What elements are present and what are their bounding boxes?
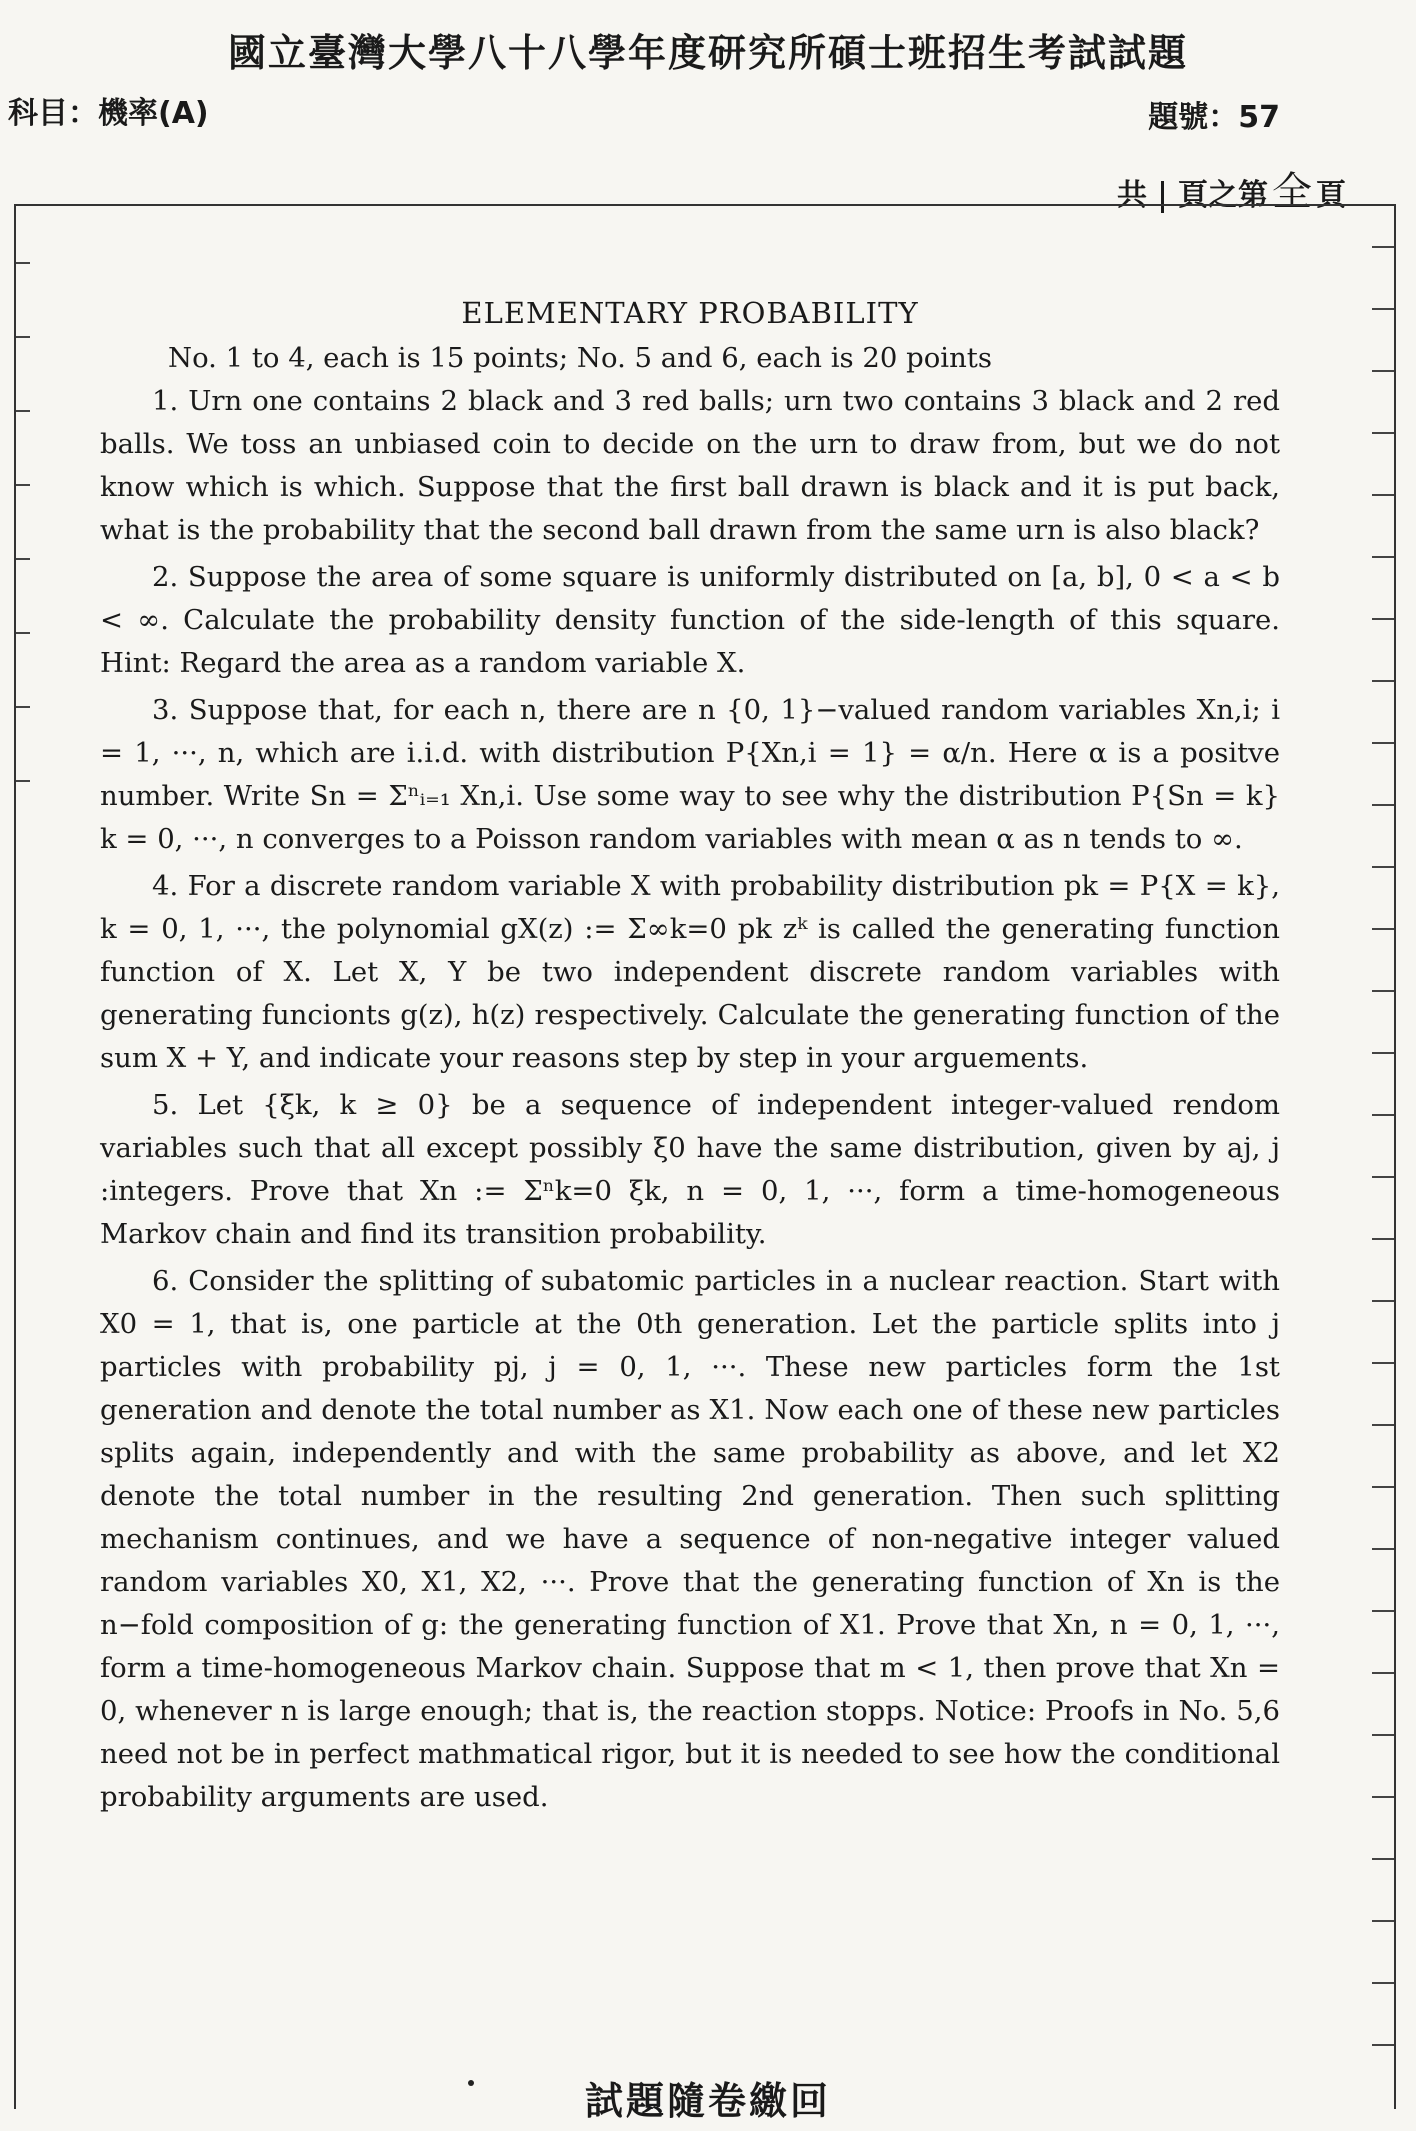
pages-prefix: 共 bbox=[1117, 178, 1147, 213]
exam-body bbox=[100, 292, 1280, 1823]
frame-tick bbox=[1372, 556, 1394, 558]
frame-tick bbox=[1372, 928, 1394, 930]
frame-tick bbox=[16, 262, 30, 264]
frame-tick bbox=[16, 780, 30, 782]
frame-tick bbox=[16, 336, 30, 338]
frame-tick bbox=[1372, 246, 1394, 248]
exam-header-title: 國立臺灣大學八十八學年度研究所碩士班招生考試試題 bbox=[227, 31, 1188, 75]
frame-tick bbox=[16, 484, 30, 486]
frame-tick bbox=[1372, 804, 1394, 806]
frame-tick bbox=[1372, 1238, 1394, 1240]
problem-5: 5. Let {ξk, k ≥ 0} be a sequence of independent integer-valued rendom variables such that all except possibly ξ0 have the same distribution, given by aj, j :integers. Prove that Xn := Σⁿk=0 ξk, n = 0, 1, ···, form a time-homogeneous Markov chain and find its transition probability. bbox=[100, 1089, 1280, 1250]
frame-tick bbox=[1372, 1424, 1394, 1426]
frame-tick bbox=[16, 558, 30, 560]
frame-tick bbox=[1372, 1548, 1394, 1550]
frame-tick bbox=[16, 632, 30, 634]
frame-tick bbox=[1372, 1114, 1394, 1116]
frame-tick bbox=[1372, 1300, 1394, 1302]
frame-tick bbox=[1372, 1796, 1394, 1798]
pages-middle: 頁之第 bbox=[1178, 178, 1268, 213]
frame-tick bbox=[1372, 618, 1394, 620]
question-number: 題號：57 bbox=[1148, 100, 1280, 135]
frame-tick bbox=[1372, 1858, 1394, 1860]
frame-tick bbox=[16, 410, 30, 412]
frame-tick bbox=[1372, 1362, 1394, 1364]
frame-tick bbox=[1372, 1610, 1394, 1612]
frame-tick bbox=[1372, 1486, 1394, 1488]
frame-tick bbox=[1372, 1982, 1394, 1984]
problem-4: 4. For a discrete random variable X with probability distribution pk = P{X = k}, k = 0, 1, ···, the polynomial gX(z) := Σ∞k=0 pk zᵏ is called the generating function function of X. Let X, Y be two independent discrete random variables with generating funcionts g(z), h(z) respectively. Calculate the generating function of the sum X + Y, and indicate your reasons step by step in your arguements. bbox=[100, 870, 1280, 1074]
frame-tick bbox=[1372, 1052, 1394, 1054]
problem-1: 1. Urn one contains 2 black and 3 red balls; urn two contains 3 black and 2 red balls. We toss an unbiased coin to decide on the urn to draw from, but we do not know which is which. Suppose that the first ball drawn is black and it is put back, what is the probability that the second ball drawn from the same urn is also black? bbox=[100, 385, 1280, 546]
frame-tick bbox=[1372, 1176, 1394, 1178]
problem-3: 3. Suppose that, for each n, there are n {0, 1}−valued random variables Xn,i; i = 1, ···, n, which are i.i.d. with distribution P{Xn,i = 1} = α/n. Here α is a positve number. Write Sn = Σⁿᵢ₌₁ Xn,i. Use some way to see why the distribution P{Sn = k} k = 0, ···, n converges to a Poisson random variables with mean α as n tends to ∞. bbox=[100, 694, 1280, 855]
problem-6: 6. Consider the splitting of subatomic particles in a nuclear reaction. Start with X0 = 1, that is, one particle at the 0th generation. Let the particle splits into j particles with probability pj, j = 0, 1, ···. These new particles form the 1st generation and denote the total number as X1. Now each one of these new particles splits again, independently and with the same probability as above, and let X2 denote the total number in the resulting 2nd generation. Then such splitting mechanism continues, and we have a sequence of non-negative integer valued random variables X0, X1, X2, ···. Prove that the generating function of Xn is the n−fold composition of g: the generating function of X1. Prove that Xn, n = 0, 1, ···, form a time-homogeneous Markov chain. Suppose that m < 1, then prove that Xn = 0, whenever n is large enough; that is, the reaction stopps. Notice: Proofs in No. 5,6 need not be in perfect mathmatical rigor, but it is needed to see how the conditional probability arguments are used. bbox=[100, 1265, 1280, 1813]
frame-tick bbox=[1372, 308, 1394, 310]
return-notice: 試題隨卷繳回 bbox=[584, 2079, 831, 2123]
pages-handwritten: 全 bbox=[1272, 169, 1312, 215]
frame-tick bbox=[1372, 2044, 1394, 2046]
frame-tick bbox=[1372, 432, 1394, 434]
frame-tick bbox=[1372, 866, 1394, 868]
exam-heading: ELEMENTARY PROBABILITY bbox=[461, 296, 919, 330]
pages-suffix: 頁 bbox=[1316, 178, 1346, 213]
frame-tick bbox=[1372, 990, 1394, 992]
problem-2: 2. Suppose the area of some square is uniformly distributed on [a, b], 0 < a < b < ∞. Calculate the probability density function of the side-length of this square. Hint: Regard the area as a random variable X. bbox=[100, 561, 1280, 679]
frame-tick bbox=[1372, 1734, 1394, 1736]
frame-tick bbox=[1372, 494, 1394, 496]
frame-tick bbox=[1372, 742, 1394, 744]
frame-tick bbox=[1372, 1920, 1394, 1922]
subject-label: 科目：機率(A) bbox=[8, 96, 209, 131]
frame-tick bbox=[1372, 680, 1394, 682]
frame-tick bbox=[16, 706, 30, 708]
frame-tick bbox=[1372, 370, 1394, 372]
points-note: No. 1 to 4, each is 15 points; No. 5 and 6, each is 20 points bbox=[168, 342, 992, 374]
frame-tick bbox=[1372, 1672, 1394, 1674]
